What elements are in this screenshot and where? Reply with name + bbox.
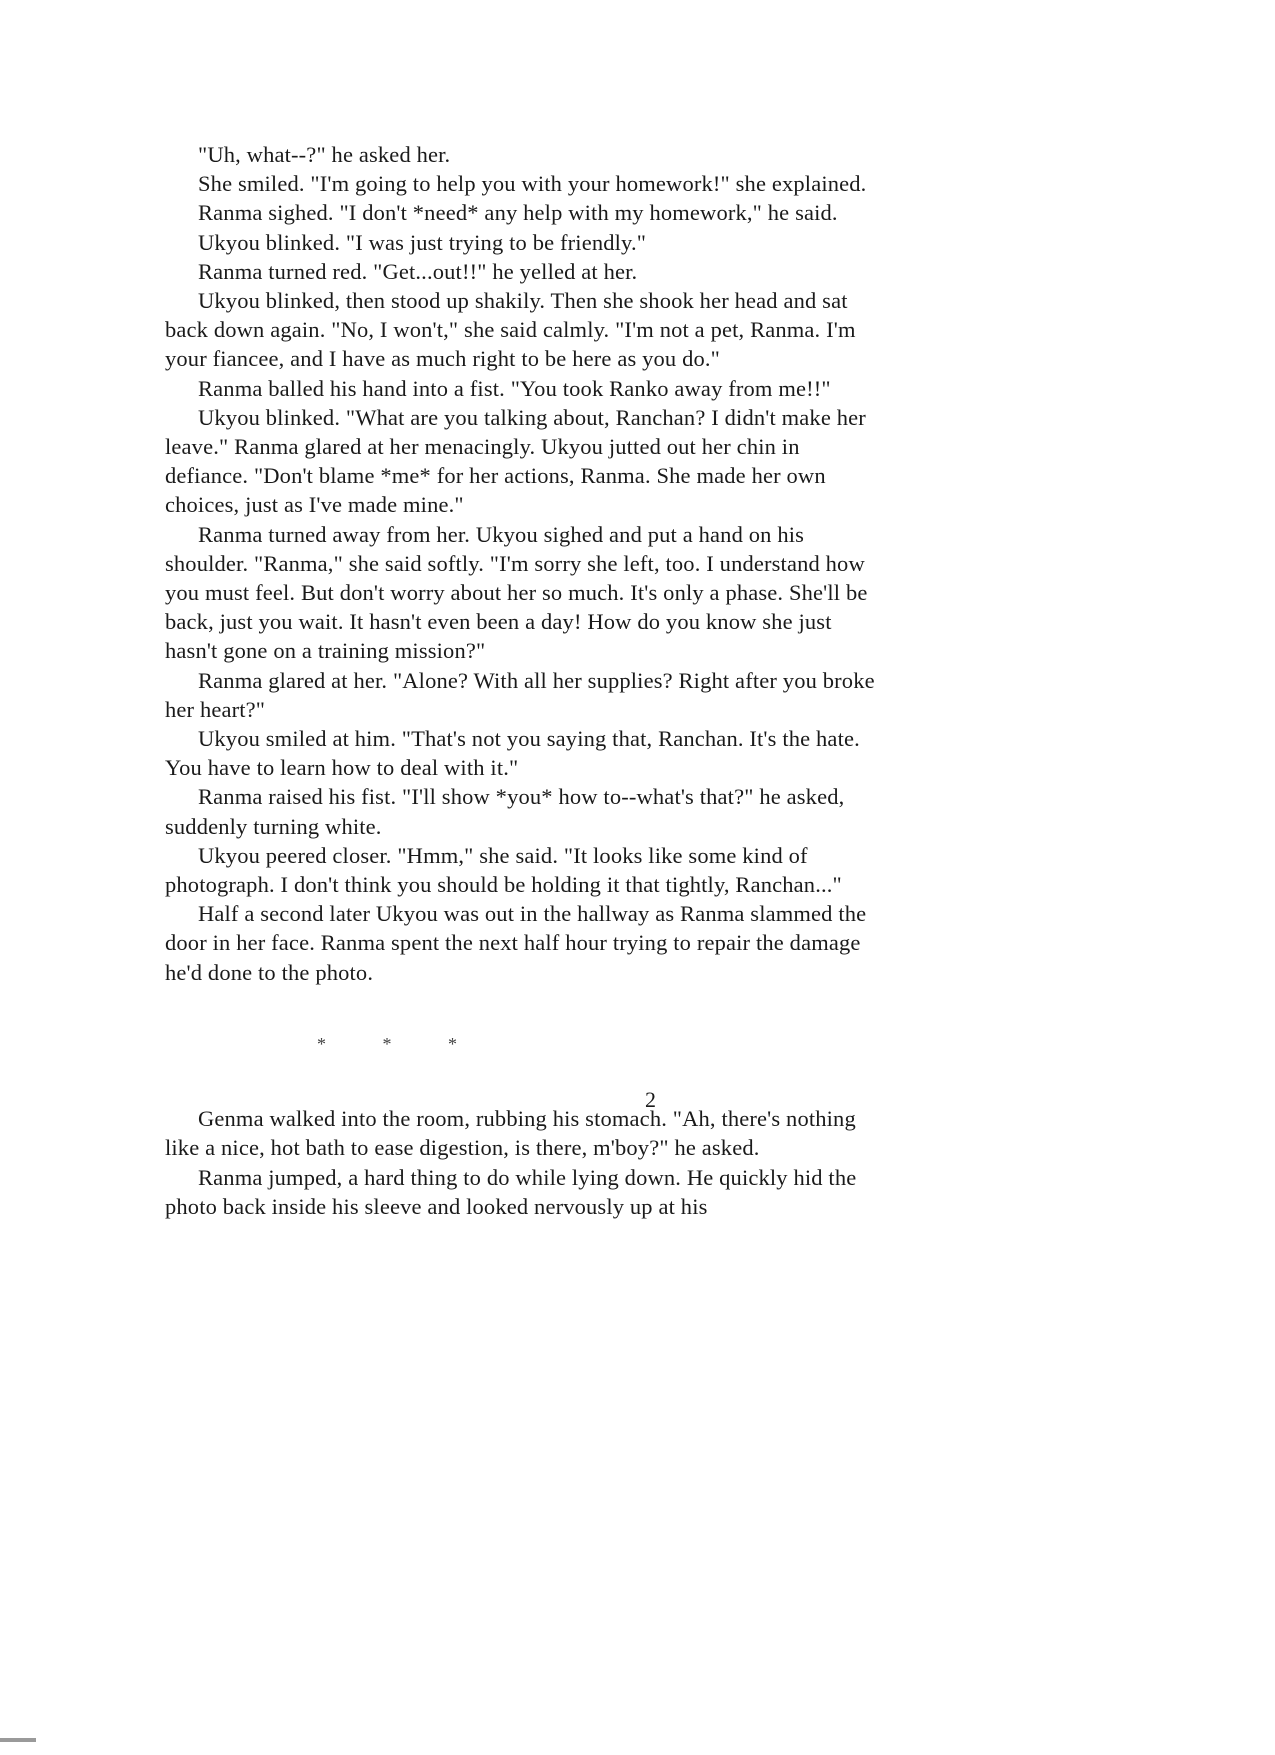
scene-break: * * * xyxy=(317,1033,483,1054)
paragraph: "Uh, what--?" he asked her. xyxy=(198,142,451,167)
paragraph: Ranma jumped, a hard thing to do while lying down. He quickly hid the photo back inside his sleeve and looked nervously up at his xyxy=(165,1164,857,1219)
story-text xyxy=(165,140,885,1221)
paragraph: Ukyou smiled at him. "That's not you saying that, Ranchan. It's the hate. You have to learn how to deal with it." xyxy=(165,726,860,781)
paragraph: She smiled. "I'm going to help you with your homework!" she explained. xyxy=(198,171,867,197)
paragraph: Ukyou blinked, then stood up shakily. Then she shook her head and sat back down again. "No, I won't," she said calmly. "I'm not a pet, Ranma. I'm your fiancee, and I have as much right to be here as you do." xyxy=(165,288,856,372)
paragraph: Ranma turned away from her. Ukyou sighed and put a hand on his shoulder. "Ranma," she said softly. "I'm sorry she left, too. I understand how you must feel. But don't worry about her so much. It's only a phase. She'll be back, just you wait. It hasn't even been a day! How do you know she just hasn't gone on a training mission?" xyxy=(165,521,868,664)
paragraph: Ranma balled his hand into a fist. "You took Ranko away from me!!" xyxy=(198,375,831,401)
paragraph: Ukyou blinked. "I was just trying to be friendly." xyxy=(198,229,647,255)
scan-edge-mark xyxy=(0,1738,36,1742)
page-number: 2 xyxy=(645,1087,656,1112)
paragraph: Genma walked into the room, rubbing his stomach. "Ah, there's nothing like a nice, hot bath to ease digestion, is there, m'boy?" he asked. xyxy=(165,1106,856,1161)
paragraph: Ukyou peered closer. "Hmm," she said. "It looks like some kind of photograph. I don't think you should be holding it that tightly, Ranchan..." xyxy=(165,842,842,898)
paragraph: Ukyou blinked. "What are you talking about, Ranchan? I didn't make her leave." Ranma glared at her menacingly. Ukyou jutted out her chin in defiance. "Don't blame *me* for her actions, Ranma. She made her own choices, just as I've made mine." xyxy=(165,404,866,518)
paragraph: Ranma glared at her. "Alone? With all her supplies? Right after you broke her heart?" xyxy=(165,667,875,722)
paragraph: Ranma raised his fist. "I'll show *you* how to--what's that?" he asked, suddenly turning white. xyxy=(165,784,845,839)
paragraph: Ranma turned red. "Get...out!!" he yelled at her. xyxy=(198,258,638,284)
paragraph: Ranma sighed. "I don't *need* any help with my homework," he said. xyxy=(198,200,838,226)
paragraph: Half a second later Ukyou was out in the hallway as Ranma slammed the door in her face. Ranma spent the next half hour trying to repair the damage he'd done to the photo. xyxy=(165,901,867,985)
